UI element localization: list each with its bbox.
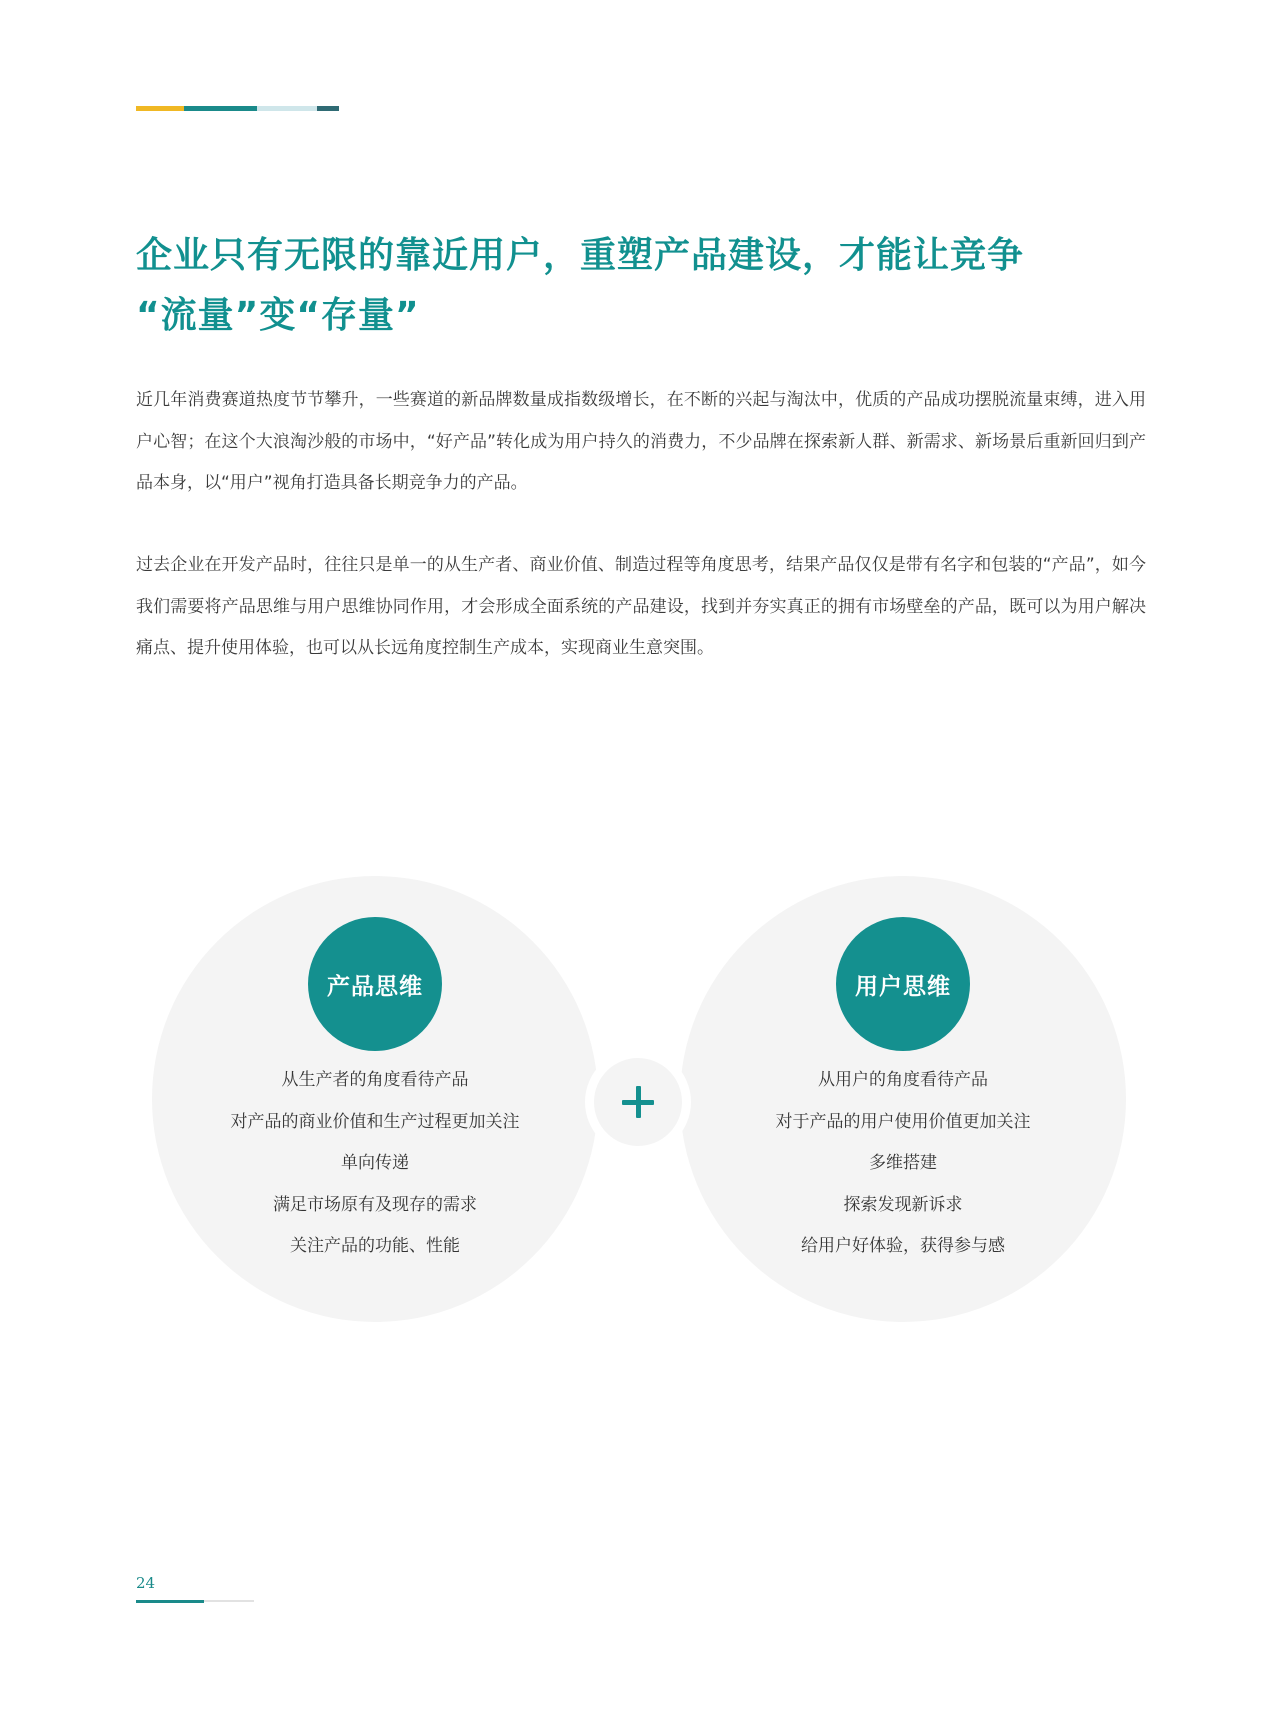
list-item: 多维搭建 xyxy=(869,1153,937,1173)
plus-connector xyxy=(585,1049,691,1155)
body-paragraph-1: 近几年消费赛道热度节节攀升，一些赛道的新品牌数量成指数级增长，在不断的兴起与淘汰中，优质的产品成功摆脱流量束缚，进入用户心智；在这个大浪淘沙般的市场中，“好产品”转化成为用户持久的消费力，不少品牌在探索新人群、新需求、新场景后重新回归到产品本身，以“用户”视角打造具备长期竞争力的产品。 xyxy=(136,390,1146,493)
list-item: 对于产品的用户使用价值更加关注 xyxy=(775,1111,1031,1132)
user-thinking-badge: 用户思维 xyxy=(836,917,970,1051)
list-item: 单向传递 xyxy=(341,1153,409,1173)
product-thinking-list xyxy=(152,1060,598,1268)
decor-segment-light xyxy=(257,106,317,111)
body-paragraph-2: 过去企业在开发产品时，往往只是单一的从生产者、商业价值、制造过程等角度思考，结果产品仅仅是带有名字和包装的“产品”，如今我们需要将产品思维与用户思维协同作用，才会形成全面系统的产品建设，找到并夯实真正的拥有市场壁垒的产品，既可以为用户解决痛点、提升使用体验，也可以从长远角度控制生产成本，实现商业生意突围。 xyxy=(136,555,1146,658)
page-heading xyxy=(136,226,1146,346)
decor-segment-teal xyxy=(184,106,257,111)
product-thinking-panel xyxy=(152,876,598,1322)
page-number-underline xyxy=(136,1600,254,1602)
page-number-underline-accent xyxy=(136,1600,204,1603)
heading-line-1: 企业只有无限的靠近用户，重塑产品建设，才能让竞争 xyxy=(136,235,1025,276)
list-item: 从生产者的角度看待产品 xyxy=(281,1070,469,1090)
list-item: 对产品的商业价值和生产过程更加关注 xyxy=(230,1111,520,1132)
decor-segment-yellow xyxy=(136,106,184,111)
list-item: 满足市场原有及现存的需求 xyxy=(273,1194,477,1215)
heading-line-2: “流量”变“存量” xyxy=(136,295,420,336)
product-thinking-badge: 产品思维 xyxy=(308,917,442,1051)
user-thinking-panel xyxy=(680,876,1126,1322)
decor-segment-dark xyxy=(317,106,339,111)
page-number: 24 xyxy=(136,1574,156,1592)
top-decor-bar xyxy=(136,106,339,111)
list-item: 给用户好体验，获得参与感 xyxy=(801,1236,1005,1256)
list-item: 从用户的角度看待产品 xyxy=(818,1070,988,1090)
list-item: 探索发现新诉求 xyxy=(843,1194,963,1215)
user-thinking-list xyxy=(680,1060,1126,1268)
list-item: 关注产品的功能、性能 xyxy=(290,1236,460,1256)
plus-connector-inner xyxy=(594,1058,682,1146)
plus-icon xyxy=(622,1086,654,1118)
